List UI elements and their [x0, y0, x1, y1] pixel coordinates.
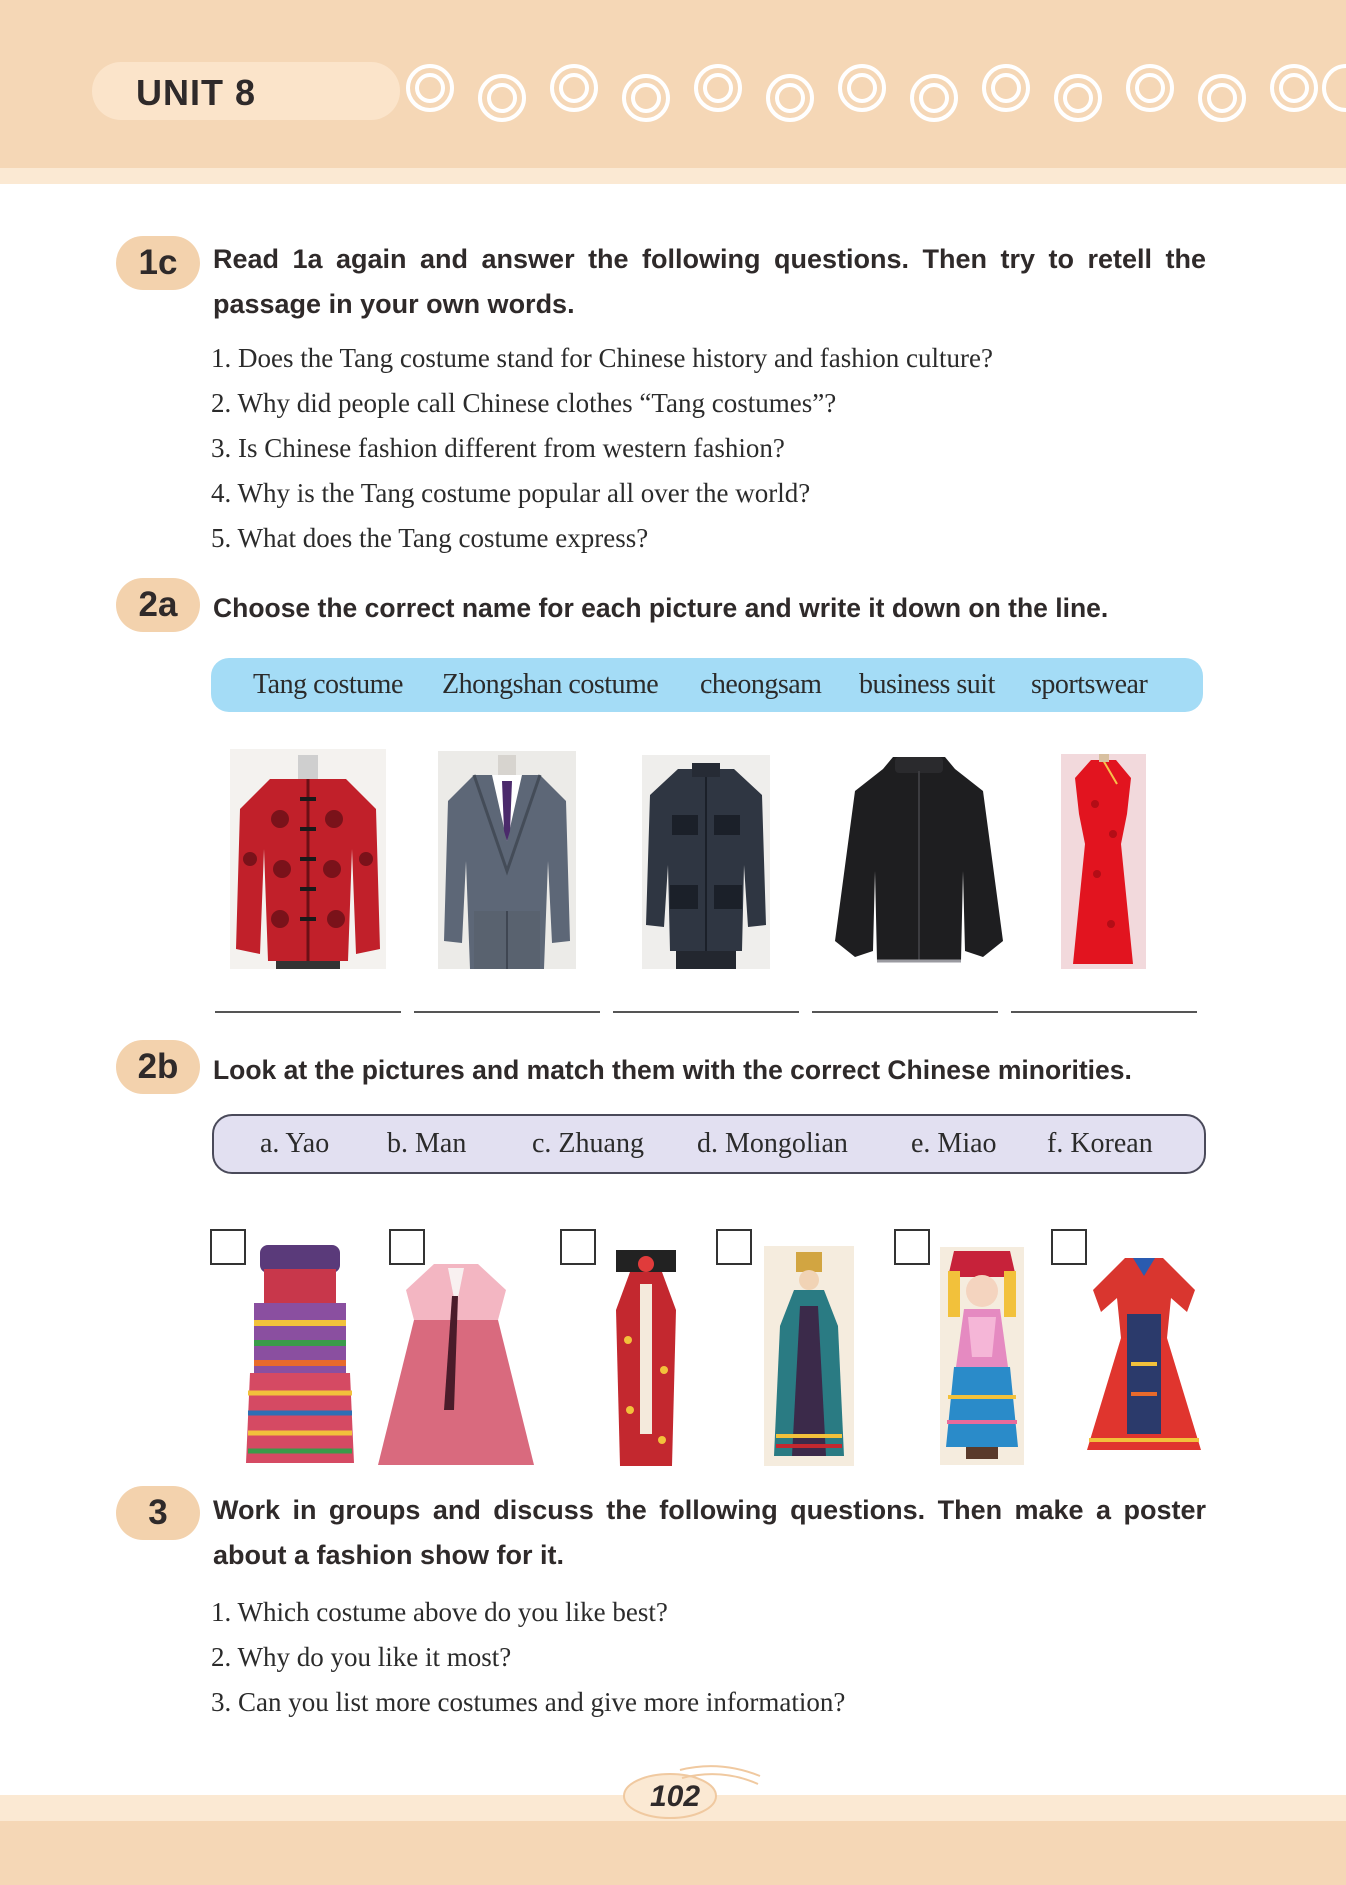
decorative-rings: [400, 58, 1346, 128]
minority-option: a. Yao: [260, 1128, 330, 1159]
word-bank-2a: [211, 658, 1203, 712]
question-item: 4. Why is the Tang costume popular all over the world?: [211, 478, 811, 508]
minority-costume-1-image: [244, 1243, 356, 1471]
minority-costume-5-image: [940, 1247, 1024, 1465]
business-suit-image: [438, 751, 576, 969]
section-1c-badge: 1c: [116, 236, 200, 290]
answer-line-3[interactable]: [613, 1011, 799, 1013]
tang-costume-image: [230, 749, 386, 969]
minority-option: b. Man: [387, 1128, 467, 1159]
minority-option: f. Korean: [1047, 1128, 1153, 1159]
question-item: 3. Is Chinese fashion different from western fashion?: [211, 433, 785, 463]
section-3-instruction: Work in groups and discuss the following questions. Then make a poster about a fashion show for it.: [213, 1495, 1206, 1570]
answer-line-4[interactable]: [812, 1011, 998, 1013]
section-2b-instruction: Look at the pictures and match them with the correct Chinese minorities.: [213, 1055, 1132, 1085]
section-2a-badge: 2a: [116, 578, 200, 632]
answer-line-2[interactable]: [414, 1011, 600, 1013]
sportswear-image: [833, 751, 1005, 965]
word-bank-item: sportswear: [1031, 669, 1148, 700]
minority-costume-6-image: [1083, 1254, 1205, 1454]
unit-title: UNIT 8: [136, 72, 257, 113]
answer-checkbox-4[interactable]: [716, 1229, 752, 1265]
question-item: 5. What does the Tang costume express?: [211, 523, 649, 553]
minority-option: c. Zhuang: [532, 1128, 644, 1159]
minority-option: e. Miao: [911, 1128, 997, 1159]
answer-checkbox-3[interactable]: [560, 1229, 596, 1265]
question-item: 1. Which costume above do you like best?: [211, 1597, 668, 1627]
footer-band: [0, 1821, 1346, 1885]
word-bank-item: Zhongshan costume: [442, 669, 659, 700]
word-bank-item: business suit: [859, 669, 995, 700]
zhongshan-costume-image: [642, 755, 770, 969]
page-number: 102: [649, 1780, 701, 1813]
section-3-badge: 3: [116, 1486, 200, 1540]
question-item: 1. Does the Tang costume stand for Chinese history and fashion culture?: [211, 343, 993, 373]
answer-line-1[interactable]: [215, 1011, 401, 1013]
minority-costume-4-image: [764, 1246, 854, 1466]
word-bank-item: Tang costume: [253, 669, 403, 700]
question-item: 2. Why do you like it most?: [211, 1642, 512, 1672]
answer-line-5[interactable]: [1011, 1011, 1197, 1013]
minority-option: d. Mongolian: [697, 1128, 848, 1159]
section-2b-badge: 2b: [116, 1040, 200, 1094]
question-item: 3. Can you list more costumes and give more information?: [211, 1687, 846, 1717]
minority-costume-2-image: [378, 1260, 534, 1465]
minority-costume-3-image: [610, 1250, 682, 1468]
minority-options-bank: [212, 1114, 1206, 1174]
section-1c-instruction: Read 1a again and answer the following questions. Then try to retell the passage in your own words.: [213, 244, 1206, 319]
answer-checkbox-5[interactable]: [894, 1229, 930, 1265]
question-item: 2. Why did people call Chinese clothes “Tang costumes”?: [211, 388, 837, 418]
answer-checkbox-1[interactable]: [210, 1229, 246, 1265]
section-1c-questions: [211, 336, 993, 561]
section-2a-instruction: Choose the correct name for each picture and write it down on the line.: [213, 593, 1109, 623]
word-bank-item: cheongsam: [700, 669, 822, 700]
answer-checkbox-6[interactable]: [1051, 1229, 1087, 1265]
section-3-questions: [211, 1590, 845, 1725]
cheongsam-image: [1061, 754, 1146, 969]
header-stripe: [0, 168, 1346, 184]
